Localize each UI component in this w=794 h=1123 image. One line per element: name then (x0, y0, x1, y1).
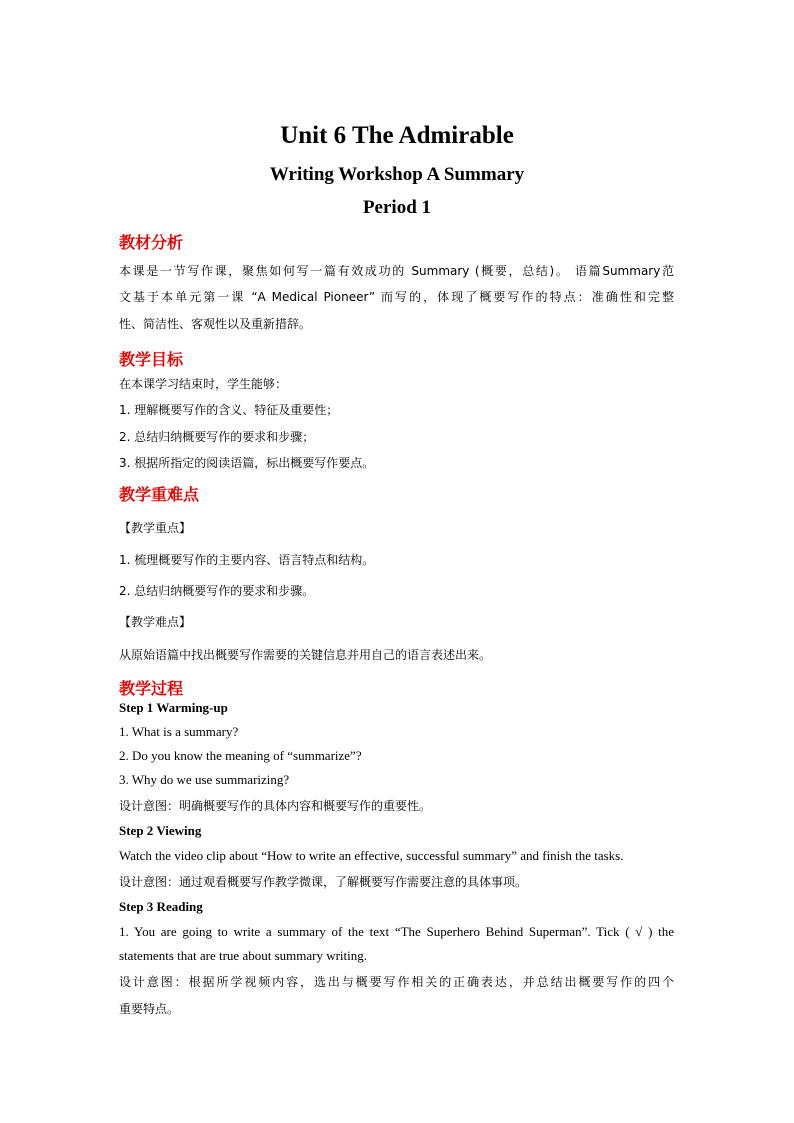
focus-item: 1. 梳理概要写作的主要内容、语言特点和结构。 (119, 553, 375, 567)
objective-item: 3. 根据所指定的阅读语篇，标出概要写作要点。 (119, 456, 375, 470)
document-subtitle: Writing Workshop A Summary (269, 164, 525, 185)
analysis-line: 性、简洁性、客观性以及重新措辞。 (119, 317, 312, 331)
step2-text: Watch the video clip about “How to write an effective, successful summary” and finish the tasks. (119, 848, 624, 863)
step3-title: Step 3 Reading (119, 899, 203, 914)
step2-intent: 设计意图：通过观看概要写作教学微课，了解概要写作需要注意的具体事项。 (119, 875, 528, 889)
objective-item: 1. 理解概要写作的含义、特征及重要性； (119, 403, 339, 417)
focus-label: 【教学重点】 (119, 521, 192, 535)
focus-item: 2. 总结归纳概要写作的要求和步骤。 (119, 584, 315, 598)
document-period: Period 1 (362, 197, 432, 218)
objectives-intro: 在本课学习结束时，学生能够： (119, 377, 288, 391)
step3-intent: 设计意图：根据所学视频内容，选出与概要写作相关的正确表达，并总结出概要写作的四个 (119, 975, 674, 989)
document-title: Unit 6 The Admirable (280, 122, 514, 149)
step3-text: statements that are true about summary writing. (119, 948, 368, 963)
step1-question: 1. What is a summary? (119, 724, 239, 739)
step1-question: 2. Do you know the meaning of “summarize”? (119, 748, 362, 763)
difficulty-label: 【教学难点】 (119, 615, 192, 629)
analysis-line: 本课是一节写作课，聚焦如何写一篇有效成功的 Summary (概要，总结)。 语篇Summary范 (119, 264, 674, 278)
step3-intent: 重要特点。 (119, 1002, 180, 1016)
step1-question: 3. Why do we use summarizing? (119, 772, 290, 787)
objectives-heading: 教学目标 (119, 350, 184, 369)
difficulty-text: 从原始语篇中找出概要写作需要的关键信息并用自己的语言表述出来。 (119, 648, 492, 662)
process-heading: 教学过程 (119, 679, 184, 698)
step3-text: 1. You are going to write a summary of the text “The Superhero Behind Superman”. Tick ( √ ) the (119, 924, 674, 939)
step2-title: Step 2 Viewing (119, 823, 202, 838)
step1-intent: 设计意图：明确概要写作的具体内容和概要写作的重要性。 (119, 799, 432, 813)
analysis-heading: 教材分析 (119, 233, 184, 252)
analysis-line: 文基于本单元第一课 “A Medical Pioneer” 而写的，体现了概要写作的特点：准确性和完整 (119, 290, 674, 304)
step1-title: Step 1 Warming-up (119, 700, 228, 715)
key-points-heading: 教学重难点 (119, 485, 200, 504)
objective-item: 2. 总结归纳概要写作的要求和步骤； (119, 430, 315, 444)
